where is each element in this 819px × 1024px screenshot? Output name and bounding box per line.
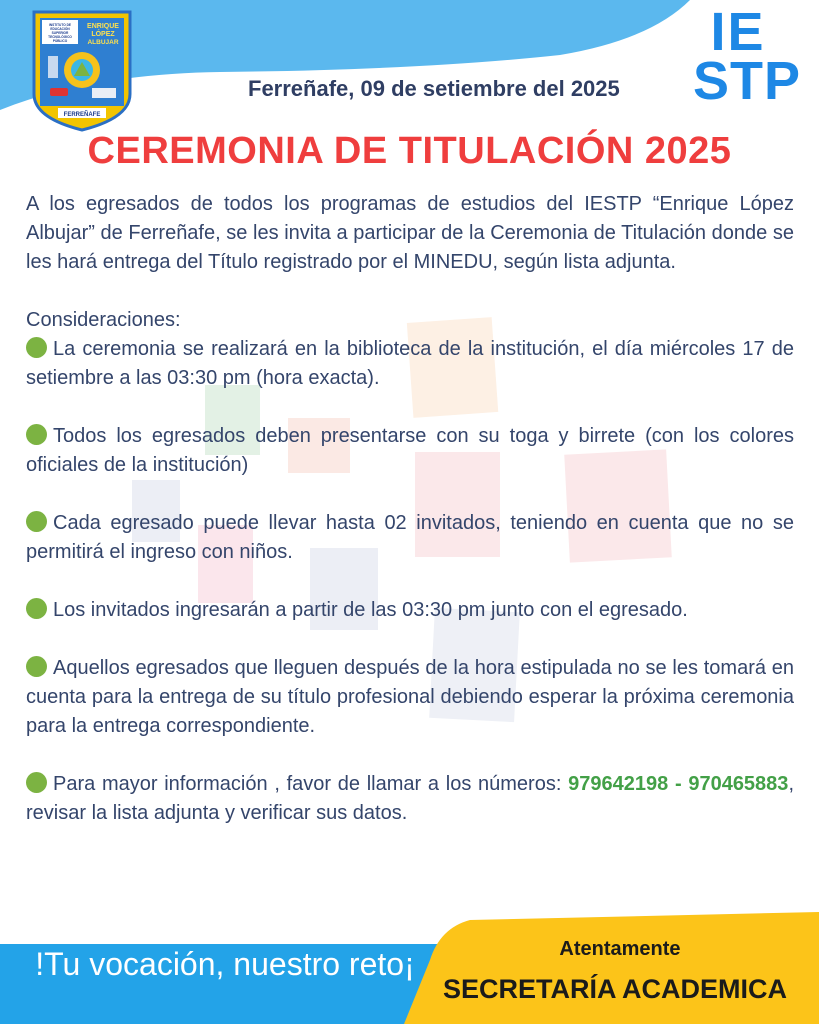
svg-text:INSTITUTO DE: INSTITUTO DE bbox=[48, 23, 72, 27]
signature-office: SECRETARÍA ACADEMICA bbox=[443, 974, 787, 1004]
svg-text:ENRIQUE: ENRIQUE bbox=[87, 23, 119, 30]
consideration-item: Todos los egresados deben presentarse con su toga y birrete (con los colores oficiales de la institución) bbox=[26, 425, 794, 476]
consideration-item: Cada egresado puede llevar hasta 02 invitados, teniendo en cuenta que no se permitirá el ingreso con niños. bbox=[26, 512, 794, 563]
bullet-icon bbox=[26, 772, 47, 793]
institute-shield-logo bbox=[30, 8, 134, 132]
brand-line-1: IE bbox=[710, 2, 766, 62]
brand-line-2: STP bbox=[693, 50, 802, 111]
bullet-icon bbox=[26, 598, 47, 619]
bullet-icon bbox=[26, 656, 47, 677]
document-date: Ferreñafe, 09 de setiembre del 2025 bbox=[248, 76, 620, 101]
bullet-icon bbox=[26, 424, 47, 445]
phone-numbers: 979642198 - 970465883 bbox=[568, 773, 789, 795]
consideration-item: Los invitados ingresarán a partir de las 03:30 pm junto con el egresado. bbox=[26, 596, 794, 625]
intro-paragraph: A los egresados de todos los programas de estudios del IESTP “Enrique López Albujar” de Ferreñafe, se les invita a participar de la Ceremonia de Titulación donde se les hará entrega del Título registrado por el MINEDU, según lista adjunta. bbox=[26, 193, 794, 273]
iestp-brand bbox=[693, 2, 802, 111]
announcement-body bbox=[26, 190, 794, 828]
svg-text:SUPERIOR: SUPERIOR bbox=[51, 31, 69, 35]
bullet-icon bbox=[26, 337, 47, 358]
consideration-item: La ceremonia se realizará en la biblioteca de la institución, el día miércoles 17 de setiembre a las 03:30 pm (hora exacta). bbox=[26, 338, 794, 389]
svg-text:ALBUJAR: ALBUJAR bbox=[87, 39, 119, 46]
footer-motto: !Tu vocación, nuestro reto¡ bbox=[35, 946, 415, 982]
page-title: CEREMONIA DE TITULACIÓN 2025 bbox=[87, 130, 732, 172]
svg-text:LÓPEZ: LÓPEZ bbox=[91, 31, 115, 38]
consideration-item: Aquellos egresados que lleguen después de la hora estipulada no se les tomará en cuenta para la entrega de su título profesional debiendo esperar la próxima ceremonia para la entrega correspondiente. bbox=[26, 657, 794, 737]
contact-item: Para mayor información , favor de llamar a los números: 979642198 - 970465883, revisar la lista adjunta y verificar sus datos. bbox=[26, 773, 794, 824]
closing-text: Atentamente bbox=[559, 938, 681, 960]
svg-text:EDUCACIÓN: EDUCACIÓN bbox=[50, 27, 70, 31]
svg-text:TECNOLÓGICO: TECNOLÓGICO bbox=[48, 35, 72, 39]
svg-text:PÚBLICO: PÚBLICO bbox=[52, 39, 68, 43]
bullet-icon bbox=[26, 511, 47, 532]
considerations-heading: Consideraciones: bbox=[26, 309, 181, 331]
svg-text:FERREÑAFE: FERREÑAFE bbox=[63, 112, 101, 118]
